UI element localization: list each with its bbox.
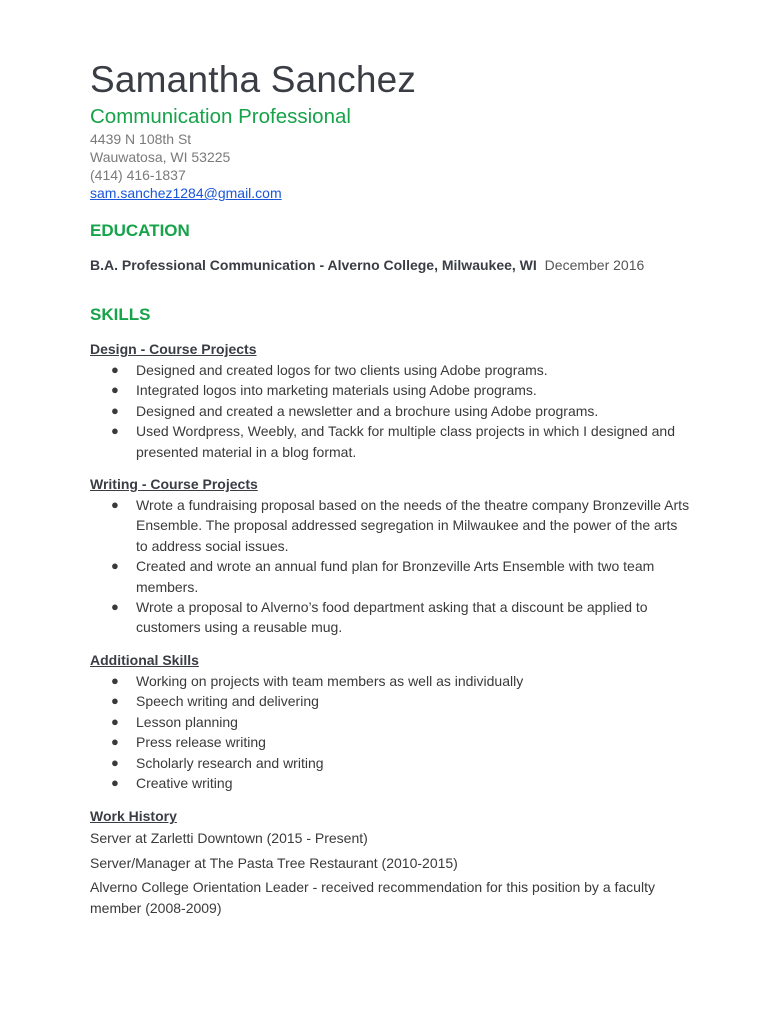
- address-line-1: 4439 N 108th St: [90, 131, 192, 147]
- writing-subsection: [90, 474, 690, 638]
- work-history-item: Alverno College Orientation Leader - received recommendation for this position by a faculty member (2008-2009): [90, 879, 655, 916]
- bullet-icon: ●: [111, 362, 119, 377]
- additional-heading: Additional Skills: [90, 651, 199, 668]
- design-item: [90, 401, 690, 421]
- address-line-2: Wauwatosa, WI 53225: [90, 149, 231, 165]
- bullet-icon: ●: [111, 774, 119, 790]
- additional-skill-item: [90, 732, 690, 752]
- design-heading: Design - Course Projects: [90, 341, 257, 357]
- graduation-date: December 2016: [544, 257, 645, 273]
- additional-skill-item-text: Lesson planning: [136, 713, 238, 730]
- additional-skill-item: [90, 691, 690, 711]
- design-subsection: [90, 339, 690, 462]
- design-item-text: Used Wordpress, Weebly, and Tackk for multiple class projects in which I designed and presented material in a blog format.: [136, 423, 675, 460]
- additional-skill-item: [90, 712, 690, 732]
- additional-skill-item: [90, 671, 690, 691]
- bullet-icon: ●: [111, 423, 119, 439]
- bullet-icon: ●: [111, 693, 119, 709]
- work-history-heading: Work History: [90, 808, 177, 825]
- writing-item-text: Wrote a proposal to Alverno’s food department asking that a discount be applied to customers using a reusable mug.: [136, 599, 648, 636]
- work-history-item: Server/Manager at The Pasta Tree Restaurant (2010-2015): [90, 854, 458, 871]
- design-list: [90, 360, 690, 462]
- degree-text: B.A. Professional Communication - Alverno College, Milwaukee, WI: [90, 257, 537, 273]
- additional-skill-item-text: Press release writing: [136, 734, 266, 751]
- bullet-icon: ●: [111, 497, 119, 513]
- skills-section: [90, 304, 690, 793]
- bullet-icon: ●: [111, 382, 119, 398]
- writing-item: [90, 556, 690, 597]
- bullet-icon: ●: [111, 558, 119, 574]
- additional-skill-item: [90, 773, 690, 793]
- writing-heading: Writing - Course Projects: [90, 476, 258, 493]
- education-entry: [90, 255, 690, 275]
- candidate-title: Communication Professional: [90, 105, 351, 128]
- contact-block: [90, 130, 690, 202]
- bullet-icon: ●: [111, 599, 119, 615]
- candidate-name: Samantha Sanchez: [90, 59, 417, 100]
- email-link[interactable]: sam.sanchez1284@gmail.com: [90, 185, 282, 201]
- education-section: [90, 220, 690, 275]
- additional-skill-item: [90, 753, 690, 773]
- education-heading: EDUCATION: [90, 221, 190, 240]
- work-history-list: [90, 828, 690, 918]
- additional-skill-item-text: Speech writing and delivering: [136, 693, 319, 710]
- writing-item: [90, 495, 690, 556]
- design-item-text: Integrated logos into marketing materials using Adobe programs.: [136, 382, 537, 399]
- resume-content: [90, 58, 690, 922]
- design-item: [90, 360, 690, 380]
- work-history-section: [90, 806, 690, 918]
- additional-list: [90, 671, 690, 793]
- additional-skill-item-text: Working on projects with team members as well as individually: [136, 672, 524, 689]
- additional-subsection: [90, 650, 690, 793]
- resume-header: [90, 58, 690, 202]
- design-item: [90, 421, 690, 462]
- phone-number: (414) 416-1837: [90, 167, 186, 183]
- writing-item-text: Created and wrote an annual fund plan for Bronzeville Arts Ensemble with two team members.: [136, 558, 655, 595]
- writing-list: [90, 495, 690, 638]
- design-item-text: Designed and created a newsletter and a brochure using Adobe programs.: [136, 402, 599, 419]
- bullet-icon: ●: [111, 754, 119, 770]
- writing-item-text: Wrote a fundraising proposal based on the needs of the theatre company Bronzeville Arts Ensemble. The proposal addressed segregation in Milwaukee and the power of the arts to address social issues.: [136, 497, 690, 554]
- bullet-icon: ●: [111, 402, 119, 418]
- additional-skill-item-text: Scholarly research and writing: [136, 754, 324, 771]
- work-history-item: Server at Zarletti Downtown (2015 - Present): [90, 830, 368, 847]
- writing-item: [90, 597, 690, 638]
- bullet-icon: ●: [111, 672, 119, 688]
- design-item: [90, 380, 690, 400]
- bullet-icon: ●: [111, 713, 119, 729]
- additional-skill-item-text: Creative writing: [136, 774, 233, 791]
- skills-heading: SKILLS: [90, 305, 151, 324]
- design-item-text: Designed and created logos for two clients using Adobe programs.: [136, 362, 548, 378]
- bullet-icon: ●: [111, 734, 119, 750]
